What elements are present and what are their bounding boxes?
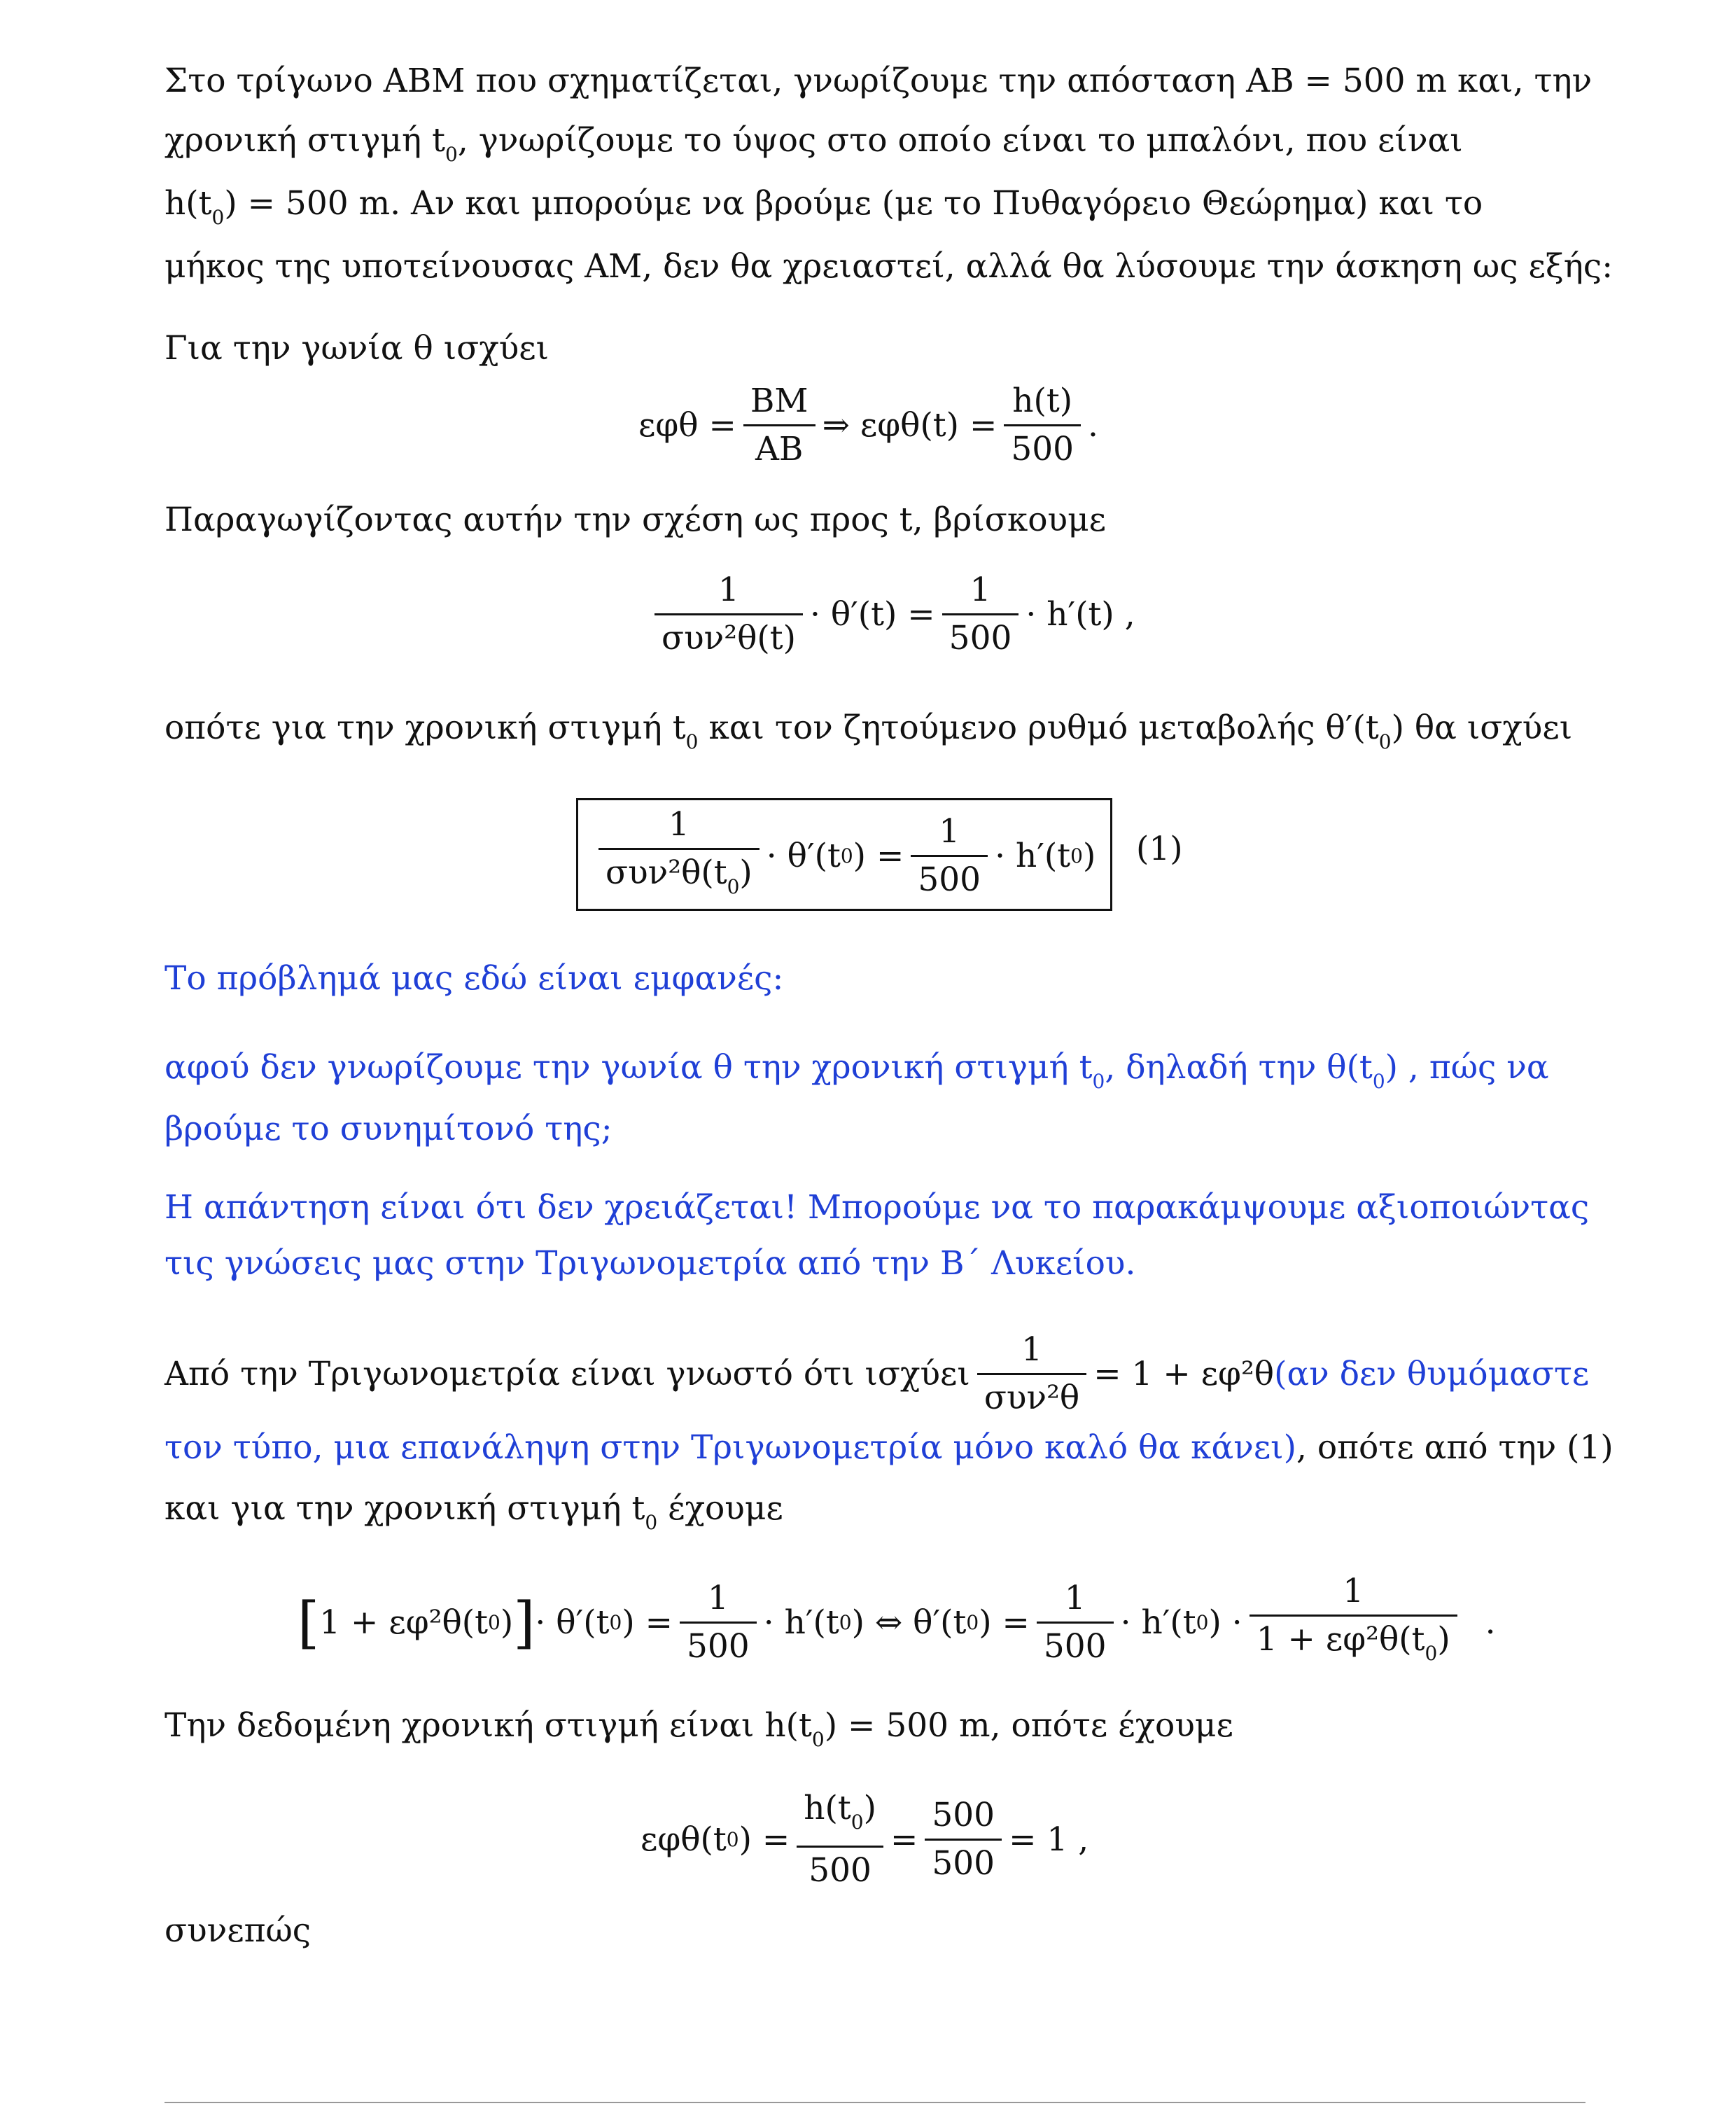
blue-paragraph-1: Το πρόβλημά μας εδώ είναι εμφανές: xyxy=(164,959,784,998)
paragraph-2: Για την γωνία θ ισχύει xyxy=(164,329,550,368)
fraction-ht-500: $\frac{h(t)}{500}$ xyxy=(1004,378,1081,473)
paragraph-1-line-1: Στο τρίγωνο ΑΒΜ που σχηματίζεται, γνωρίζουμε την απόσταση ΑΒ = 500 m και, την xyxy=(164,62,1592,100)
paragraph-3: Παραγωγίζοντας αυτήν την σχέση ως προς t, βρίσκουμε xyxy=(164,501,1107,539)
blue-paragraph-2-line-1: αφού δεν γνωρίζουμε την γωνία θ την χρονική στιγμή $t_0$, δηλαδή την $\theta(t_0)$ , πώς να xyxy=(164,1048,1549,1093)
equation-2: $\frac{1}{\text{συν²θ(t)}}$ · θ′(t) = $\frac{1}{500}$ · h′(t) , xyxy=(648,567,1135,662)
paragraph-4: οπότε για την χρονική στιγμή $t_0$ και τον ζητούμενο ρυθμό μεταβολής $\theta'(t_0)$ θα ισχύει xyxy=(164,709,1573,753)
equation-4: [ 1 + εφ²θ(t 0 ) ] · θ′(t 0 ) = $\frac{1}{500}$ · h′(t 0 ) ⇔ θ′(t 0 ) = $\frac{1}{500}$ · h′(t 0 ) · $\frac{1}{1 + \varepsilon\varphi^2\theta(t_0)}$ . xyxy=(298,1568,1496,1677)
footer-rule xyxy=(164,2102,1586,2103)
equation-1: εφθ = $\frac{BM}{AB}$ ⇒ εφθ(t) = $\frac{h(t)}{500}$ . xyxy=(638,378,1098,473)
paragraph-1-line-4: μήκος της υποτείνουσας ΑΜ, δεν θα χρειαστεί, αλλά θα λύσουμε την άσκηση ως εξής: xyxy=(164,247,1614,286)
paragraph-5-line-3: και για την χρονική στιγμή $t_0$ έχουμε xyxy=(164,1489,783,1534)
paragraph-5-line-1: Από την Τριγωνομετρία είναι γνωστό ότι ισχύει $\frac{1}{\text{συν²θ}}$ = 1 + εφ²θ (αν δεν θυμόμαστε xyxy=(164,1327,1589,1421)
paragraph-5-line-2: τον τύπο, μια επανάληψη στην Τριγωνομετρία μόνο καλό θα κάνει), οπότε από την (1) xyxy=(164,1428,1614,1467)
equation-5: εφθ(t 0 ) = $\frac{h(t_0)}{500}$ = $\frac{500}{500}$ = 1 , xyxy=(640,1785,1088,1894)
paragraph-6: Την δεδομένη χρονική στιγμή είναι $h(t_0) = 500$ m, οπότε έχουμε xyxy=(164,1706,1233,1751)
paragraph-1-line-2: χρονική στιγμή $t_0$, γνωρίζουμε το ύψος στο οποίο είναι το μπαλόνι, που είναι xyxy=(164,121,1463,166)
blue-paragraph-3-line-1: Η απάντηση είναι ότι δεν χρειάζεται! Μπορούμε να το παρακάμψουμε αξιοποιώντας xyxy=(164,1188,1590,1227)
fraction-bm-ab: $\frac{BM}{AB}$ xyxy=(743,378,816,473)
blue-paragraph-2-line-2: βρούμε το συνημίτονό της; xyxy=(164,1110,612,1148)
blue-paragraph-3-line-2: τις γνώσεις μας στην Τριγωνομετρία από την Β΄ Λυκείου. xyxy=(164,1244,1136,1283)
fraction-1-cos2: $\frac{1}{\text{συν²θ(t)}}$ xyxy=(654,567,803,662)
paragraph-1-line-3: $h(t_0) = 500$ m. Αν και μπορούμε να βρούμε (με το Πυθαγόρειο Θεώρημα) και το xyxy=(164,184,1483,229)
fraction-1-500: $\frac{1}{500}$ xyxy=(942,567,1019,662)
equation-3: $\frac{1}{\sigma\upsilon\nu^2\theta(t_0)}$ · θ′(t 0 ) = $\frac{1}{500}$ · h′(t 0 ) xyxy=(592,802,1096,910)
equation-label-1: (1) xyxy=(1136,830,1183,868)
paragraph-7: συνεπώς xyxy=(164,1911,312,1950)
fraction-1-cos2theta: $\frac{1}{\text{συν²θ}}$ xyxy=(977,1327,1086,1421)
